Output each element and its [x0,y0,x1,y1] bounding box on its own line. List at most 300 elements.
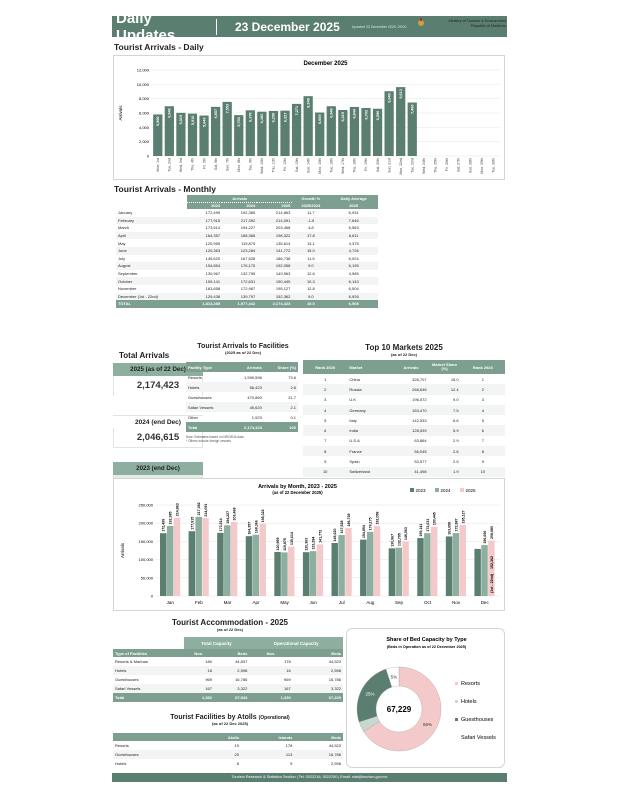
fac-col-share: Share (%) [264,362,298,372]
month-bar-2024 [310,551,316,596]
x-tick-label: Feb [194,600,203,605]
market-arrivals-cell: 128,539 [393,425,428,435]
market-arrivals-cell: 56,045 [393,446,428,456]
daily-bar-label: 6,844 [352,108,357,119]
month-cell: March [118,225,130,231]
x-tick-label: Fri, 26th [445,158,450,171]
daily-bar-label: 6,596 [375,110,380,121]
facility-type-cell: Other [188,414,199,420]
month-cell: June [116,247,187,255]
donut-legend-label: Safari Vessels [461,735,496,741]
month-bar-label: 167,528 [340,520,345,534]
y-tick-label: 6,000 [138,110,149,116]
market-cell: Russia [347,384,393,394]
month-bar-2024 [481,545,487,596]
arrivals-2024-cell: 132,795 [240,271,256,277]
month-bar-label: 130,967 [390,533,395,547]
x-tick-label: Sun, 21st [387,158,392,173]
avg-sub-head: 2025 [329,202,378,209]
donut-value-label: 25% [365,691,375,697]
table-row [116,209,378,217]
daily-bar-label: 6,946 [329,108,334,118]
table-row [113,657,343,666]
month-bar-2024 [195,517,201,596]
month-bar-label: 172,631 [425,518,430,532]
monthly-arrivals-chart [114,479,506,612]
month-bar-2024 [167,526,173,596]
table-row [113,684,343,693]
rank-prev-cell: 9 [481,459,484,465]
year-head-2024: 2024 [222,202,257,209]
month-bar-label: 164,357 [247,521,252,535]
legend-swatch [460,488,464,492]
table-row [303,456,505,466]
x-tick-label: Thu, 11th [271,158,276,173]
atolls-title-text: Tourist Facilities by Atolls [170,714,257,721]
dec-partial-note: (1st - 22nd) [489,573,494,593]
month-bar-2023 [474,549,480,596]
accom-type-cell: Hotels [113,666,184,675]
market-arrivals-cell: 63,864 [414,438,427,444]
daily-section-title: Tourist Arrivals - Daily [114,42,204,52]
donut-value-label: 5% [390,674,398,680]
accom-col-beds2: Beds [293,649,343,657]
daily-avg-cell: 6,926 [329,293,378,301]
daily-bar-label: 5,800 [156,116,161,126]
daily-bar-label: 5,649 [202,117,207,128]
arrivals-2023-cell: 145,620 [205,255,221,261]
atolls-table [113,733,343,768]
emblem-icon [414,17,428,34]
month-bar-label: 192,385 [168,511,173,525]
donut-legend-swatch [455,682,458,685]
month-bar-label: 208,980 [489,526,494,540]
monthly-section-title: Tourist Arrivals - Monthly [114,184,217,194]
accom-title: Tourist Accommodation - 2025 [171,618,289,627]
x-tick-label: Nov [452,600,461,605]
facilities-note1: Note: Estimates based on NRO/IDA data [186,435,244,439]
daily-avg-cell: 6,611 [329,232,378,240]
x-tick-label: Apr [252,600,260,605]
rank-prev-cell: 4 [461,405,505,415]
month-bar-2024 [253,535,259,596]
x-tick-label: Sat, 6th [213,158,218,171]
arrivals-2025-cell: 152,362 [257,293,292,301]
market-arrivals-cell: 196,572 [412,397,427,403]
atoll-beds-cell: 44,523 [328,743,341,748]
y-tick-label: 200,000 [138,520,153,526]
table-row [116,277,378,285]
month-bar-label: 163,658 [447,521,452,535]
table-row [116,293,378,301]
x-tick-label: Thu, 25th [433,158,438,173]
y-tick-label: 8,000 [138,96,149,102]
total-growth: 10.0 [292,300,329,308]
facilities-note2: * Others include foreign vessels [186,439,231,443]
arrivals-2023-cell: 173,514 [205,225,221,231]
month-bar-label: 192,058 [375,511,380,525]
arrivals-2025-cell: 135,614 [275,240,291,246]
rank-prev-cell: 1 [481,376,484,382]
donut-legend-label: Guesthouses [461,717,494,723]
page-title: Daily Updates [116,9,176,44]
daily-y-axis-label: Arrivals [118,105,123,121]
total-arrivals-title: Total Arrivals [119,351,170,360]
atoll-col-blank [113,733,196,741]
arrivals-2023-cell: 163,658 [205,286,221,292]
donut-legend-swatch [455,736,458,739]
accom-type-cell: Resorts & Marinas [115,659,148,664]
growth-cell: -1.5 [292,217,329,225]
growth-cell: 12.8 [306,286,315,292]
arrivals-2024-cell: 168,366 [222,232,257,240]
arrivals-2024-cell: 194,227 [240,225,256,231]
accom-total-beds1: 67,543 [214,693,249,702]
arrivals-2024-cell: 217,392 [222,217,257,225]
month-cell: February [116,217,187,225]
month-bar-2025 [431,527,437,596]
atoll-type-cell: Resorts [115,743,129,748]
facility-arrivals-cell: 45,620 [231,402,264,412]
atoll-col-islands: Islands [241,733,294,741]
accom-beds2-cell: 16,786 [328,677,341,682]
month-bar-2023 [332,543,338,596]
accom-total-nos1: 1,332 [184,693,214,702]
daily-bar-label: 6,290 [271,112,276,123]
mkt-col-rank-prev: Rank 2024 [461,360,505,374]
arrivals-2025-cell: 198,322 [257,232,292,240]
arrivals-2024-cell: 139,797 [222,293,257,301]
month-bar-label: 195,127 [461,510,466,524]
daily-avg-cell: 6,563 [348,225,359,231]
y-tick-label: 12,000 [136,67,149,73]
atolls-title-suffix: (Operational) [258,715,290,721]
table-row [303,405,505,415]
daily-bar-label: 5,910 [190,115,195,126]
market-share-cell: 1.9 [429,467,461,477]
atoll-type-cell: Hotels [115,761,127,766]
rank-prev-cell: 7 [481,438,484,444]
accom-table [113,637,343,702]
market-cell: Spain [349,459,360,465]
x-tick-label: Tue, 23rd [410,158,415,173]
arrivals-2024-cell: 192,385 [240,210,256,216]
month-bar-2025 [374,526,380,596]
accom-nos2-cell: 16 [249,666,292,675]
daily-bar-label: 9,040 [387,93,392,103]
market-cell: France [347,446,393,456]
daily-avg-cell: 6,504 [348,286,359,292]
table-row [116,247,378,255]
x-tick-label: May [280,600,289,605]
markets-header [303,343,505,357]
facility-share-cell: 2.6 [264,382,298,392]
market-share-cell: 12.4 [429,384,461,394]
atoll-islands-cell: 9 [290,761,293,766]
facility-share-cell: 2.1 [264,402,298,412]
donut-legend-label: Hotels [461,699,477,705]
arrivals-2023-cell: 129,438 [187,293,222,301]
month-bar-label: 168,366 [254,520,259,534]
legend-swatch [410,488,414,492]
header-divider [216,19,217,35]
footer-bar: Tourism Research & Statistics Section | Tel: 3022216, 3022250 | Email: stat@tourism.gov.mv [112,773,507,782]
facilities-subtitle: (2025 as of 22 Dec) [224,350,262,355]
month-bar-label: 214,863 [175,503,180,517]
facility-arrivals-cell: 56,423 [231,382,264,392]
x-tick-label: Sun, 7th [225,158,230,172]
rank-prev-cell: 3 [481,397,484,403]
accom-total-nos2: 1,330 [249,693,292,702]
arrivals-2025-cell: 192,058 [257,262,292,270]
daily-bar-label: 8,348 [306,98,311,108]
accom-header [160,618,300,632]
x-tick-label: Wed, 17th [341,158,346,174]
growth-cell: 11.7 [307,210,315,216]
month-bar-label: 186,738 [346,513,351,527]
market-arrivals-cell: 326,707 [412,376,427,382]
total-2024-value: 2,046,615 [113,428,203,448]
facilities-table [186,362,298,443]
arrivals-2025-cell: 203,468 [275,225,291,231]
legend-label: 2025 [465,487,476,493]
y-tick-label: 0 [146,153,149,159]
growth-cell: 9.0 [292,293,329,301]
month-bar-label: 132,795 [397,533,402,547]
total-2024: 1,977,442 [222,300,257,308]
daily-avg-cell: 6,024 [348,255,359,261]
x-tick-label: Mon, 22nd [398,158,403,175]
month-bar-2024 [338,535,344,596]
facility-arrivals-cell: 1,599,596 [244,374,262,380]
table-row [116,217,378,225]
table-row [116,232,378,240]
rank-cell: 6 [303,425,347,435]
table-row [116,255,378,263]
month-bar-2024 [281,552,287,596]
ministry-line1: Ministry of Tourism & Environment [448,19,506,23]
total-2025-value: 2,174,423 [113,376,203,396]
fac-col-arrivals: Arrivals [231,362,264,372]
daily-bar-label: 6,857 [213,108,218,119]
table-row [113,666,343,675]
rank-prev-cell: 8 [461,446,505,456]
month-bar-label: 176,175 [368,517,373,531]
monthly-blank-head [116,195,187,202]
x-tick-label: Dec [480,600,489,605]
fac-total-label: Total [186,422,231,432]
growth-sub-head: 2025/2024 [292,202,329,209]
donut-subtitle: (Beds in Operation as of 22 December 2025) [386,645,467,649]
month-bar-2025 [231,522,237,596]
ministry-line2: Republic of Maldives [470,24,506,28]
arrivals-2023-cell: 159,141 [187,277,222,285]
table-row [113,759,343,768]
month-bar-label: 120,363 [304,537,309,551]
mkt-col-share: Market Share (%) [429,360,461,374]
market-arrivals-cell: 53,577 [414,459,427,465]
monthly-table [116,195,378,308]
bed-share-donut-chart [347,629,506,769]
total-2024-label: 2024 (end Dec) [113,415,203,428]
x-tick-label: Fri, 19th [364,158,369,171]
x-tick-label: Tue, 16th [329,158,334,173]
donut-center-label: 67,229 [386,705,412,714]
y-tick-label: 4,000 [138,124,149,130]
monthly-y-axis-label: Arrivals [120,542,125,559]
arrivals-2025-cell: 141,772 [257,247,292,255]
atoll-type-cell: Guesthouses [113,750,196,759]
month-bar-label: 217,392 [197,502,202,516]
x-tick-label: Jan [166,600,174,605]
market-cell: Germany [347,405,393,415]
month-bar-label: 172,499 [161,518,166,532]
fac-total-share: 100 [264,422,298,432]
total-2025: 2,174,423 [257,300,292,308]
daily-bar-label: 6,069 [318,114,323,125]
y-tick-label: 50,000 [140,575,153,581]
month-bar-2025 [402,542,408,596]
daily-avg-cell: 4,726 [329,247,378,255]
x-tick-label: Oct [424,600,432,605]
month-bar-2023 [417,538,423,596]
table-row [186,382,298,392]
month-cell: August [116,262,187,270]
x-tick-label: Mon, 8th [236,158,241,172]
y-tick-label: 10,000 [136,81,149,87]
rank-prev-cell: 2 [461,384,505,394]
accom-group-total: Total Capacity [184,637,250,649]
accom-group-operational: Operational Capacity [249,637,343,649]
x-tick-label: Jun [309,600,317,605]
facility-type-cell: Resorts [188,374,202,380]
market-cell: Switzerland [347,467,393,477]
table-row [186,412,298,422]
x-tick-label: Wed, 3rd [179,158,184,173]
month-bar-label: 194,227 [225,510,230,524]
table-row [113,675,343,684]
legend-label: 2023 [415,487,426,493]
market-arrivals-cell: 268,646 [393,384,428,394]
accom-total-beds2: 67,229 [293,693,343,702]
accom-beds2-cell: 3,322 [293,684,343,693]
daily-avg-cell: 6,195 [329,262,378,270]
month-bar-2025 [460,525,466,596]
month-bar-2023 [446,536,452,596]
donut-legend-label: Resorts [461,681,480,687]
header-date: 23 December 2025 [235,19,340,34]
month-bar-2025 [288,547,294,596]
month-bar-label: 159,141 [418,523,423,537]
x-tick-label: Sun, 28th [468,158,473,173]
month-bar-2024 [367,532,373,596]
year-head-2025: 2025 [257,202,292,209]
month-cell: November [118,286,137,292]
table-row [303,395,505,405]
accom-col-beds1: Beds [214,649,249,657]
x-tick-label: Sat, 27th [456,158,461,173]
monthly-chart-title: Arrivals by Month, 2023 - 2025 [258,484,337,490]
accom-beds1-cell: 44,837 [235,659,248,664]
month-bar-2023 [189,531,195,596]
month-bar-label: 214,091 [204,503,209,517]
month-bar-label: 149,563 [404,527,409,541]
accom-beds2-cell: 44,523 [328,659,341,664]
month-bar-2024 [396,548,402,596]
atolls-header [150,714,310,726]
year-head-2023: 2023 [187,202,222,209]
atoll-count-cell: 19 [234,743,239,748]
daily-chart-title: December 2025 [303,61,348,67]
y-tick-label: 100,000 [138,557,153,563]
growth-cell: 17.8 [292,232,329,240]
arrivals-2025-cell: 190,445 [257,277,292,285]
rank-cell: 1 [324,376,327,382]
growth-cell: 10.3 [292,277,329,285]
total-2023: 1,813,285 [187,300,222,308]
x-tick-label: Tue, 2nd [167,158,172,172]
table-total-row [186,422,298,432]
month-bar-2025 [174,518,180,596]
rank-cell: 3 [324,397,327,403]
table-row [116,285,378,293]
atoll-col-beds: Beds [294,733,343,741]
month-bar-2023 [303,552,309,596]
daily-chart-box [113,55,505,180]
month-cell: September [118,271,138,277]
month-bar-2023 [246,536,252,596]
market-share-cell: 9.0 [453,397,459,403]
month-bar-2025 [202,518,208,596]
table-row [186,372,298,382]
month-bar-label: 172,987 [454,518,459,532]
facility-arrivals-cell: 1,923 [251,414,262,420]
arrivals-2024-cell: 176,175 [222,262,257,270]
atolls-title [150,714,310,721]
growth-cell: 4.8 [308,225,314,231]
daily-bar-label: 6,376 [248,112,253,122]
arrivals-2025-cell: 149,563 [275,271,291,277]
table-row [303,384,505,394]
arrivals-2023-cell: 164,357 [187,232,222,240]
table-row [116,239,378,247]
atoll-count-cell: 20 [196,750,241,759]
legend-swatch [435,488,439,492]
x-tick-label: Mon, 15th [317,158,322,174]
donut-legend-swatch [455,700,458,703]
facility-share-cell: 0.1 [290,414,296,420]
month-bar-2023 [217,533,223,596]
rank-cell: 9 [324,459,327,465]
month-bar-label: 196,696 [483,530,488,544]
accom-nos1-cell: 180 [205,659,212,664]
market-arrivals-cell: 163,470 [393,405,428,415]
market-arrivals-cell: 41,498 [393,467,428,477]
arrivals-2024-cell: 123,284 [222,247,257,255]
table-row [113,750,343,759]
daily-avg-cell: 7,646 [329,217,378,225]
month-bar-label: 190,445 [432,512,437,526]
atoll-islands-cell: 113 [241,750,294,759]
x-tick-label: Mon, 29th [479,158,484,174]
x-tick-label: Mar [223,600,232,605]
month-bar-label: 123,284 [311,536,316,550]
growth-cell: 12.6 [306,271,315,277]
table-row [303,425,505,435]
market-share-cell: 2.6 [429,446,461,456]
y-tick-label: 2,000 [138,139,149,145]
arrivals-2024-cell: 172,987 [240,286,256,292]
